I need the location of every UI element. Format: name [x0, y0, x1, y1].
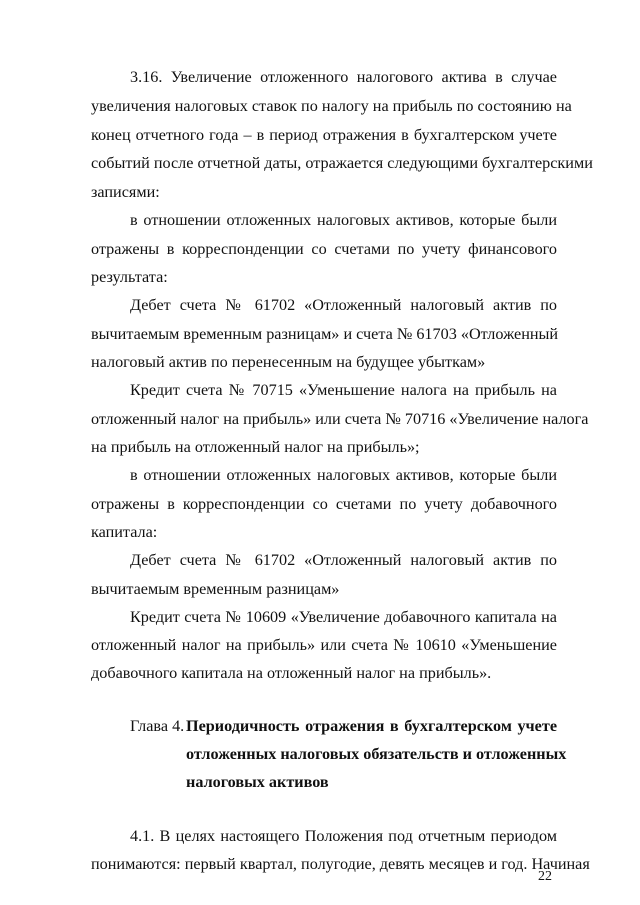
text-line: отражены в корреспонденции со счетами по учету добавочного — [91, 495, 557, 513]
text-line: Кредит счета № 70715 «Уменьшение налога на прибыль на — [130, 381, 557, 399]
text-line: в отношении отложенных налоговых активов, которые были — [130, 466, 557, 484]
text-line: добавочного капитала на отложенный налог на прибыль». — [91, 664, 492, 682]
text-line: событий после отчетной даты, отражается следующими бухгалтерскими — [91, 154, 593, 172]
chapter-title-line: Периодичность отражения в бухгалтерском учете — [186, 717, 557, 735]
text-line: на прибыль на отложенный налог на прибыль»; — [91, 438, 420, 456]
text-line: налоговый актив по перенесенным на будущее убыткам» — [91, 353, 486, 371]
text-line: отложенный налог на прибыль» или счета № 10610 «Уменьшение — [91, 636, 557, 654]
page-number: 22 — [538, 869, 552, 884]
text-line: Дебет счета № 61702 «Отложенный налоговый актив по — [130, 296, 557, 314]
chapter-title-line: налоговых активов — [186, 773, 329, 791]
text-line: результата: — [91, 268, 168, 286]
chapter-title-line: отложенных налоговых обязательств и отложенных — [186, 745, 567, 763]
text-line: понимаются: первый квартал, полугодие, девять месяцев и год. Начиная — [91, 855, 590, 873]
text-line: отложенный налог на прибыль» или счета № 70716 «Увеличение налога — [91, 410, 589, 428]
text-line: 3.16. Увеличение отложенного налогового актива в случае — [130, 68, 557, 86]
text-line: 4.1. В целях настоящего Положения под отчетным периодом — [130, 827, 557, 845]
text-line: отражены в корреспонденции со счетами по учету финансового — [91, 240, 557, 258]
text-line: капитала: — [91, 523, 158, 541]
text-line: Кредит счета № 10609 «Увеличение добавочного капитала на — [130, 608, 557, 626]
chapter-label: Глава 4. — [130, 717, 185, 735]
text-line: записями: — [91, 183, 160, 201]
text-line: вычитаемым временным разницам» — [91, 580, 340, 598]
text-line: конец отчетного года – в период отражения в бухгалтерском учете — [91, 126, 557, 144]
text-line: вычитаемым временным разницам» и счета № 61703 «Отложенный — [91, 325, 559, 343]
text-line: Дебет счета № 61702 «Отложенный налоговый актив по — [130, 551, 557, 569]
text-line: увеличения налоговых ставок по налогу на прибыль по состоянию на — [91, 97, 572, 115]
text-line: в отношении отложенных налоговых активов, которые были — [130, 211, 557, 229]
